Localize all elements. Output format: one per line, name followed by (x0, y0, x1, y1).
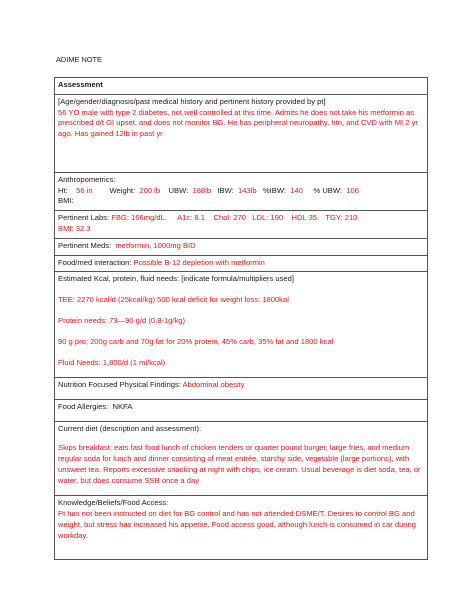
food-med-value: Possible B-12 depletion with metformin (133, 257, 265, 267)
lab-tgy: TGY: 210 (325, 213, 358, 223)
history-text: 56 YO male with type 2 diabetes, not well controlled at this time. Admits he does not take his metformin as prescribed d/t GI upset, and does not monitor BG. He has peripheral neuropathy, htn, and CVD with MI 2 yr ago. Has gained 12lb in past yr (58, 107, 418, 139)
percent-ubw-value: 106 (346, 185, 359, 195)
percent-ibw-value: 140 (290, 185, 303, 195)
diet-cell (55, 422, 428, 496)
history-row (55, 94, 428, 172)
food-med-label: Food/med interaction: (58, 257, 132, 267)
allergies-cell (55, 400, 428, 422)
lab-ldl: LDL: 190 (252, 213, 284, 223)
diet-value: Skips breakfast, eats fast food lunch of chicken tenders or quarter pound burger, large fries, and medium regular soda for lunch and dinner consisting of meat entrée, starchy side, vegetable (large portions), with unsweet tea. Reports excessive snacking at night with chips, ice cream. Usual beverage is diet soda, tea, or water, but does consume SSB once a day (58, 443, 421, 485)
assessment-header: Assessment (55, 78, 428, 95)
nfpf-cell (55, 378, 428, 400)
needs-protein: Protein needs: 73—90 g/d (0.8-1g/kg) (58, 315, 186, 325)
ubw-value: 188lb (192, 185, 212, 195)
nfpf-value: Abdominal obesity (182, 380, 245, 390)
lab-bmi: BMI: 32.3 (58, 223, 91, 233)
kba-cell (55, 496, 428, 560)
height-label: Ht: (58, 185, 68, 195)
allergies-value: NKFA (112, 402, 133, 412)
ibw-label: IBW: (217, 185, 234, 195)
diet-row (55, 422, 428, 496)
anthropometrics-cell (55, 172, 428, 210)
nfpf-label: Nutrition Focused Physical Findings: (58, 380, 181, 390)
food-med-cell (55, 255, 428, 272)
diet-label: Current diet (description and assessment): (58, 424, 202, 434)
kba-row (55, 496, 428, 560)
bmi-label: BMI: (58, 196, 74, 206)
meds-cell (55, 238, 428, 255)
needs-macros: 90 g pro; 200g carb and 70g fat for 20% protein, 45% carb, 35% fat and 1800 kcal (58, 336, 334, 346)
needs-row (55, 272, 428, 378)
meds-label: Pertinent Meds: (58, 240, 112, 250)
anthropometrics-label: Anthropometrics: (58, 174, 116, 184)
kba-value: Pt has not been instructed on diet for BG control and has not attended DSME/T. Desires to control BG and weight, but stress has increased his appetite. Food access good, although lunch is consumed in car during workday. (58, 509, 416, 540)
labs-label: Pertinent Labs: (58, 213, 110, 223)
labs-row (55, 211, 428, 239)
assessment-header-row (55, 78, 428, 95)
page-title: ADIME NOTE (56, 55, 102, 64)
labs-cell (55, 211, 428, 239)
lab-hdl: HDL 35. (291, 213, 320, 223)
percent-ibw-label: %IBW: (262, 185, 286, 195)
meds-value: metformin, 1000mg BID (115, 240, 196, 250)
allergies-row (55, 400, 428, 422)
anthropometrics-values (58, 186, 424, 197)
food-med-row (55, 255, 428, 272)
percent-ubw-label: % UBW: (313, 185, 343, 195)
ubw-label: UBW: (168, 185, 189, 195)
labs-line (58, 213, 424, 224)
needs-label: Estimated Kcal, protein, fluid needs: [indicate formula/multipliers used] (58, 274, 294, 284)
height-value: 56 in (76, 185, 93, 195)
meds-row (55, 238, 428, 255)
weight-value: 200 lb (139, 185, 161, 195)
lab-fbg: FBG: 166mg/dL. (111, 213, 167, 223)
adime-table (54, 77, 428, 560)
history-cell (55, 94, 428, 172)
history-label: [Age/gender/diagnosis/past medical history and pertinent history provided by pt] (58, 96, 326, 106)
lab-chol: Chol: 270 (213, 213, 246, 223)
ibw-value: 143lb (237, 185, 257, 195)
anthropometrics-row (55, 172, 428, 210)
needs-cell (55, 272, 428, 378)
kba-label: Knowledge/Beliefs/Food Access: (58, 498, 169, 508)
needs-tee: TEE: 2270 kcal/d (25kcal/kg) 500 kcal deficit for weight loss: 1800kal (58, 295, 289, 305)
weight-label: Weight: (109, 185, 136, 195)
nfpf-row (55, 378, 428, 400)
allergies-label: Food Allergies: (58, 402, 109, 412)
lab-a1c: A1c: 8.1 (177, 213, 205, 223)
needs-fluid: Fluid Needs: 1,800/d (1 ml/kcal) (58, 357, 166, 367)
